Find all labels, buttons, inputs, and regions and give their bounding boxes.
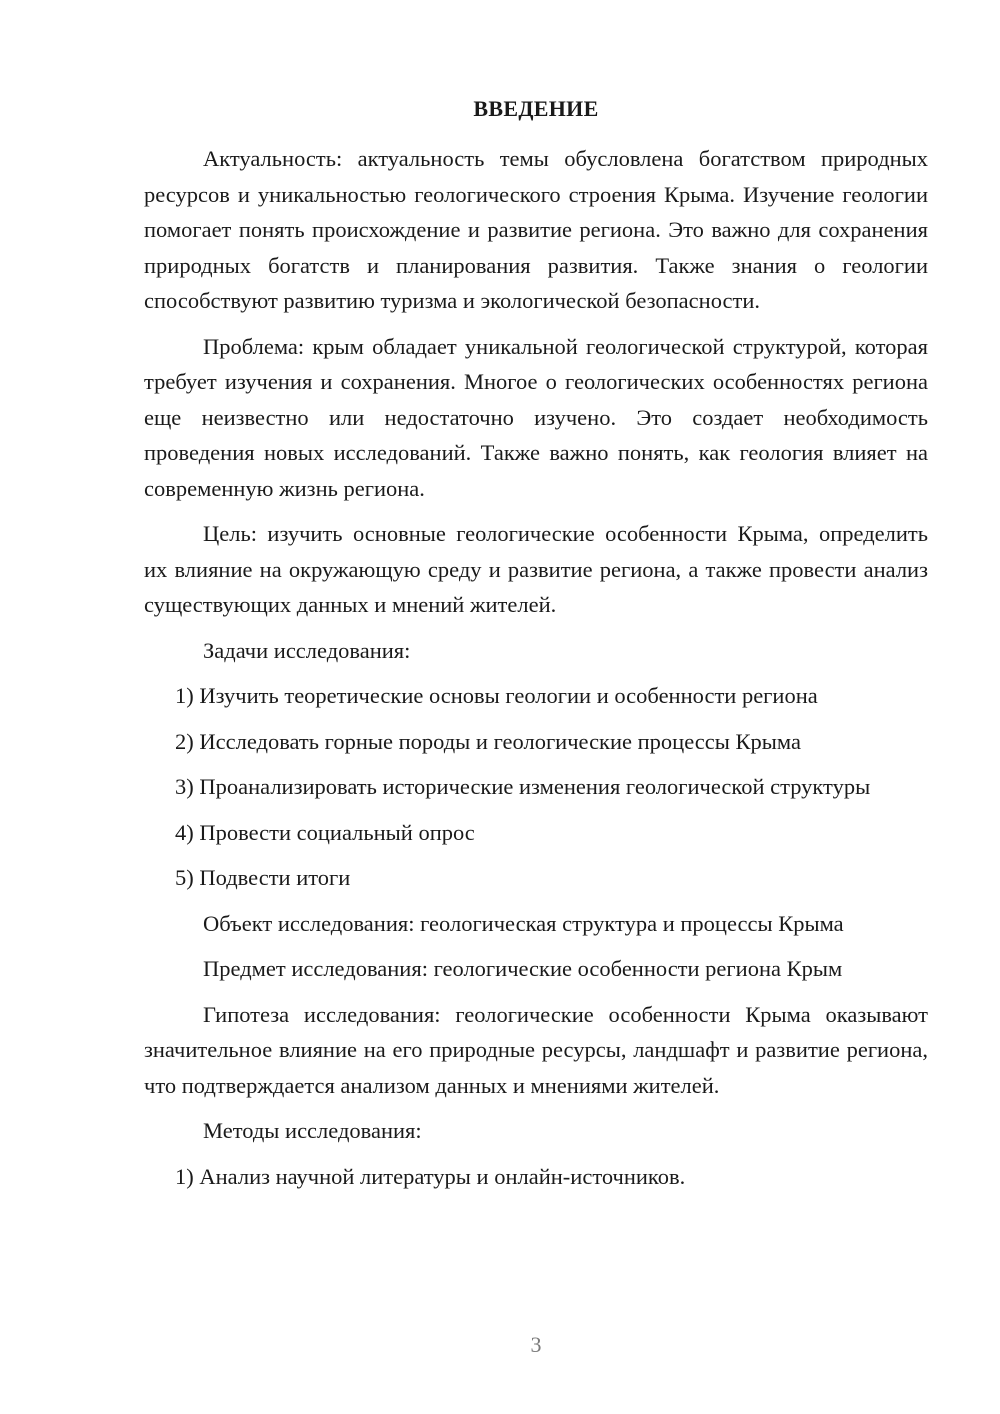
page-number: 3: [530, 1332, 542, 1357]
page-title: ВВЕДЕНИЕ: [473, 96, 599, 121]
list-item: 4) Провести социальный опрос: [175, 819, 475, 845]
list-item: 1) Анализ научной литературы и онлайн-источников.: [175, 1163, 686, 1189]
paragraph-problem: Проблема: крым обладает уникальной геологической структурой, которая требует изучения и сохранения. Многое о геологических особенностях региона еще неизвестно или недостаточно изучено. Это создает необходимость проведения новых исследований. Также важно понять, как геология влияет на современную жизнь региона.: [144, 333, 928, 501]
paragraph-object: Объект исследования: геологическая структура и процессы Крыма: [203, 910, 844, 936]
paragraph-subject: Предмет исследования: геологические особенности региона Крым: [203, 956, 843, 981]
paragraph-relevance: Актуальность: актуальность темы обусловлена богатством природных ресурсов и уникальностью геологического строения Крыма. Изучение геологии помогает понять происхождение и развитие региона. Это важно для сохранения природных богатств и планирования развития. Также знания о геологии способствуют развитию туризма и экологической безопасности.: [144, 146, 928, 313]
list-item: 2) Исследовать горные породы и геологические процессы Крыма: [175, 728, 801, 754]
paragraph-goal: Цель: изучить основные геологические особенности Крыма, определить их влияние на окружающую среду и развитие региона, а также провести анализ существующих данных и мнений жителей.: [144, 521, 928, 617]
list-item: 5) Подвести итоги: [175, 865, 351, 890]
list-item: 1) Изучить теоретические основы геологии и особенности региона: [175, 683, 818, 708]
paragraph-hypothesis: Гипотеза исследования: геологические особенности Крыма оказывают значительное влияние на его природные ресурсы, ландшафт и развитие региона, что подтверждается анализом данных и мнениями жителей.: [144, 1001, 928, 1098]
document-body: [144, 141, 928, 1194]
methods-heading: Методы исследования:: [203, 1118, 422, 1143]
tasks-heading: Задачи исследования:: [203, 637, 411, 663]
list-item: 3) Проанализировать исторические изменения геологической структуры: [175, 774, 871, 799]
